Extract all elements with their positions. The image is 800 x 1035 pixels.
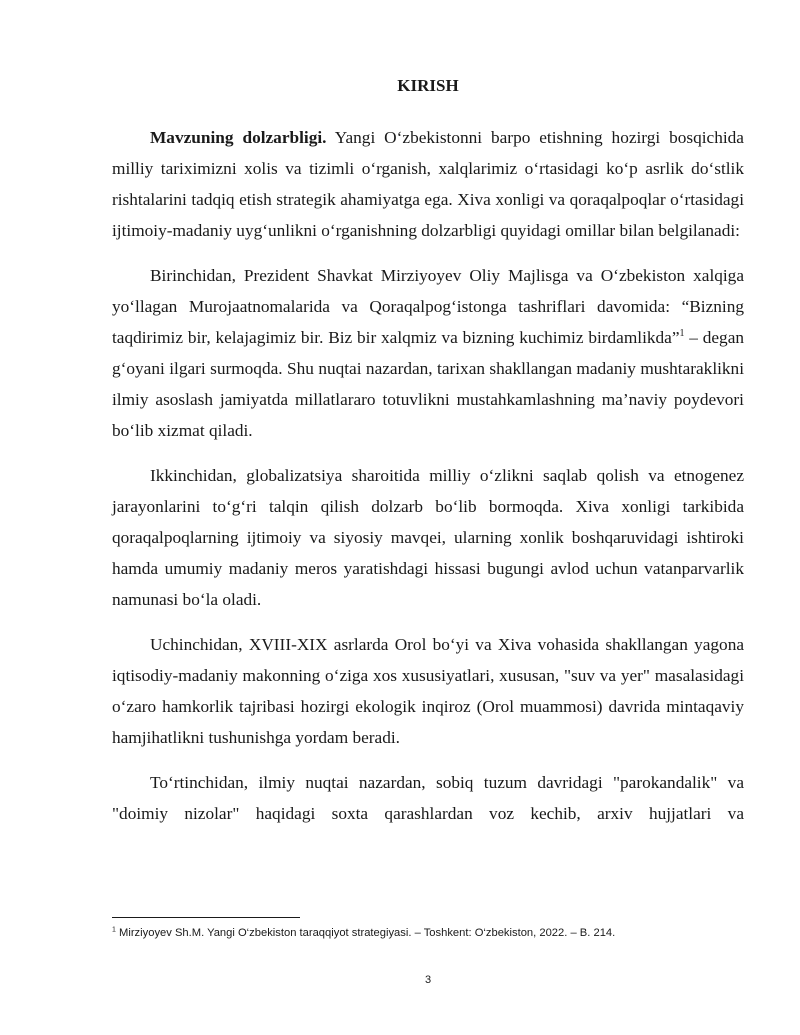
paragraph-text: Ikkinchidan, globalizatsiya sharoitida milliy o‘zlikni saqlab qolish va etnogenez jarayonlarini to‘g‘ri talqin qilish dolzarb bo‘lib bormoqda. Xiva xonligi tarkibida qoraqalpoqlarning ijtimoiy va siyosiy mavqei, ularning xonlik boshqaruvidagi ishtiroki hamda umumiy madaniy meros yaratishdagi hissasi bugungi avlod uchun vatanparvarlik namunasi bo‘la oladi.: [112, 466, 744, 609]
paragraph-text: Uchinchidan, XVIII-XIX asrlarda Orol bo‘yi va Xiva vohasida shakllangan yagona iqtisodiy-madaniy makonning o‘ziga xos xususiyatlari, xususan, "suv va yer" masalasidagi o‘zaro hamkorlik tajribasi hozirgi ekologik inqiroz (Orol muammosi) davrida mintaqaviy hamjihatlikni tushunishga yordam beradi.: [112, 635, 744, 747]
section-heading: KIRISH: [397, 76, 459, 95]
paragraph-fourth-reason: [112, 767, 744, 829]
paragraph-second-reason: [112, 460, 744, 615]
footnote: [112, 925, 744, 941]
paragraph-third-reason: [112, 629, 744, 753]
footnote-number: 1: [112, 926, 116, 934]
paragraph-text: – degan g‘oyani ilgari surmoqda. Shu nuqtai nazardan, tarixan shakllangan madaniy mushtaraklikni ilmiy asoslash jamiyatda millatlararo totuvlikni mustahkamlashning ma’naviy poydevori bo‘lib xizmat qiladi.: [112, 328, 744, 440]
paragraph-text: To‘rtinchidan, ilmiy nuqtai nazardan, sobiq tuzum davridagi "parokandalik" va "doimiy nizolar" haqidagi soxta qarashlardan voz kechib, arxiv hujjatlari va: [112, 773, 744, 823]
footnote-separator: [112, 917, 300, 918]
body-text: [112, 122, 744, 829]
paragraph-text: Yangi O‘zbekistonni barpo etishning hozirgi bosqichida milliy tariximizni xolis va tizimli o‘rganish, xalqlarimiz o‘rtasidagi ko‘p asrlik do‘stlik rishtalarini tadqiq etish strategik ahamiyatga ega. Xiva xonligi va qoraqalpoqlar o‘rtasidagi ijtimoiy-madaniy uyg‘unlikni o‘rganishning dolzarbligi quyidagi omillar bilan belgilanadi:: [112, 128, 744, 240]
footnote-text: Mirziyoyev Sh.M. Yangi O‘zbekiston taraqqiyot strategiyasi. – Toshkent: O‘zbekiston, 2022. – B. 214.: [115, 927, 616, 939]
paragraph-text: Birinchidan, Prezident Shavkat Mirziyoyev Oliy Majlisga va O‘zbekiston xalqiga yo‘llagan Murojaatnomalarida va Qoraqalpog‘istonga tashriflari davomida: “Bizning taqdirimiz bir, kelajagimiz bir. Biz bir xalqmiz va bizning kuchimiz birdamlikda”: [112, 266, 744, 347]
page-number: 3: [424, 974, 432, 986]
paragraph-relevance: [112, 122, 744, 246]
paragraph-first-reason: [112, 260, 744, 446]
footnote-reference[interactable]: 1: [679, 328, 685, 340]
paragraph-lead: Mavzuning dolzarbligi.: [150, 128, 327, 147]
